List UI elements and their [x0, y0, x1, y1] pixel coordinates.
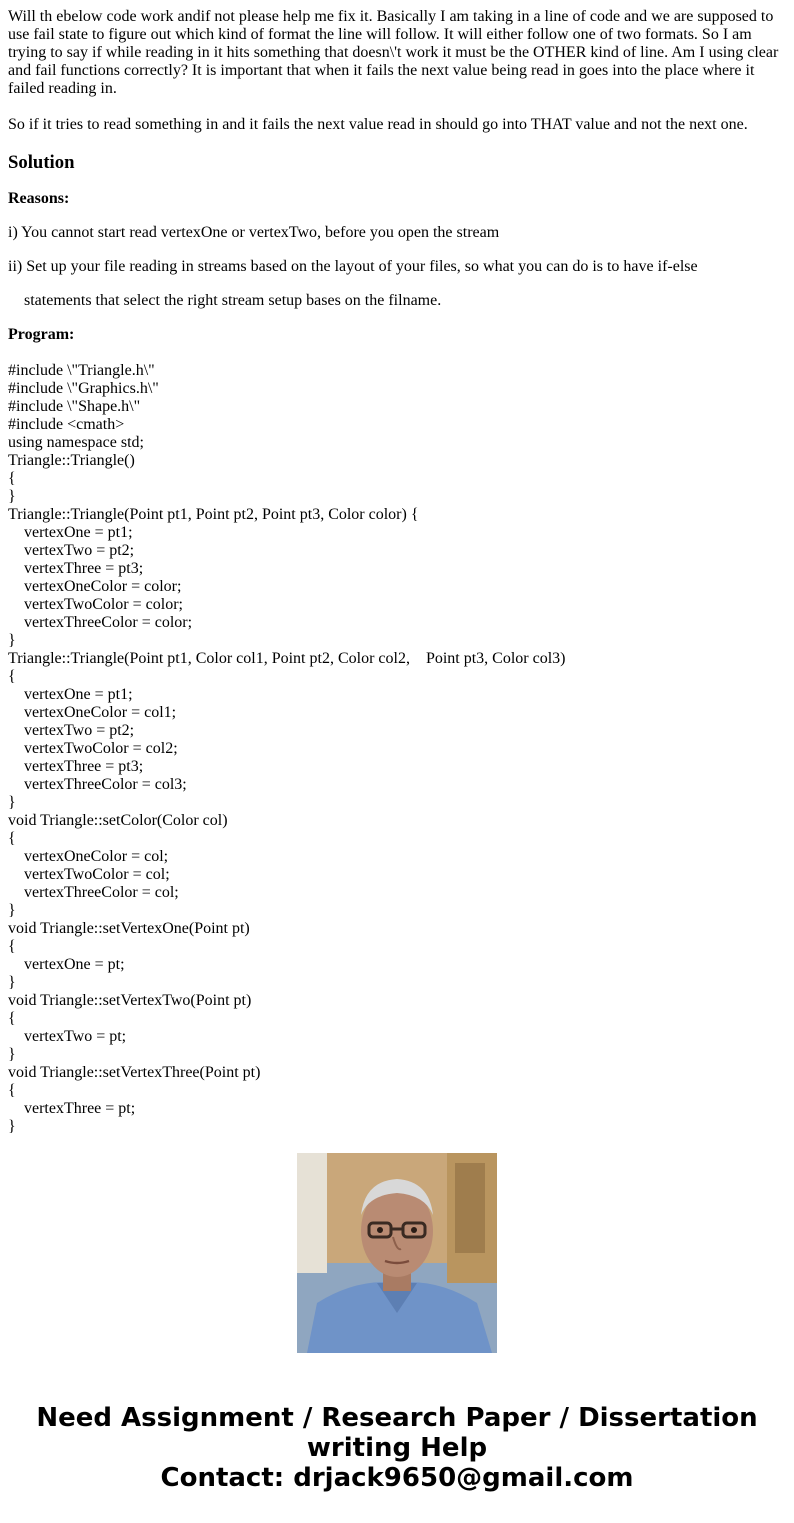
- document-body: [8, 8, 788, 360]
- code-line: #include \"Graphics.h\": [8, 380, 159, 397]
- question-paragraph-2: So if it tries to read something in and it fails the next value read in should go into THAT value and not the next one.: [8, 116, 748, 133]
- code-line: Triangle::Triangle(Point pt1, Point pt2, Point pt3, Color color) {: [8, 506, 419, 523]
- program-label: [8, 326, 788, 344]
- solution-heading: Solution: [8, 152, 75, 173]
- footer-banner: [0, 1403, 794, 1493]
- code-line: vertexTwoColor = col2;: [8, 740, 178, 757]
- code-line: void Triangle::setColor(Color col): [8, 812, 228, 829]
- code-line: }: [8, 794, 16, 811]
- reason-1: i) You cannot start read vertexOne or vertexTwo, before you open the stream: [8, 224, 500, 241]
- code-line: vertexOne = pt1;: [8, 686, 133, 703]
- code-line: }: [8, 1118, 16, 1135]
- question-text: [8, 8, 788, 134]
- code-line: vertexThree = pt3;: [8, 758, 144, 775]
- reason-2: ii) Set up your file reading in streams based on the layout of your files, so what you can do is to have if-else: [8, 258, 698, 275]
- code-line: void Triangle::setVertexTwo(Point pt): [8, 992, 252, 1009]
- code-line: }: [8, 488, 16, 505]
- code-line: using namespace std;: [8, 434, 144, 451]
- program-label-text: Program:: [8, 326, 75, 343]
- reasons-label: [8, 190, 788, 208]
- code-line: vertexThreeColor = col;: [8, 884, 179, 901]
- code-line: vertexOne = pt;: [8, 956, 125, 973]
- code-line: vertexOneColor = col1;: [8, 704, 177, 721]
- code-line: Triangle::Triangle(): [8, 452, 135, 469]
- code-line: #include <cmath>: [8, 416, 125, 433]
- code-line: #include \"Triangle.h\": [8, 362, 155, 379]
- footer-contact: Contact: drjack9650@gmail.com: [160, 1463, 634, 1493]
- code-line: vertexTwoColor = color;: [8, 596, 183, 613]
- author-portrait-image: [297, 1153, 497, 1353]
- code-line: {: [8, 668, 16, 685]
- code-line: vertexTwo = pt;: [8, 1028, 127, 1045]
- code-line: void Triangle::setVertexThree(Point pt): [8, 1064, 261, 1081]
- code-line: void Triangle::setVertexOne(Point pt): [8, 920, 250, 937]
- code-line: vertexThreeColor = col3;: [8, 776, 187, 793]
- code-line: {: [8, 938, 16, 955]
- reasons-label-text: Reasons:: [8, 190, 70, 207]
- code-line: Triangle::Triangle(Point pt1, Color col1, Point pt2, Color col2, Point pt3, Color col3): [8, 650, 566, 667]
- footer-line-2: writing Help: [306, 1433, 488, 1463]
- code-line: vertexTwo = pt2;: [8, 722, 135, 739]
- code-block: [8, 362, 788, 1135]
- code-line: vertexTwoColor = col;: [8, 866, 170, 883]
- code-line: }: [8, 632, 16, 649]
- code-line: }: [8, 902, 16, 919]
- code-line: vertexThree = pt;: [8, 1100, 136, 1117]
- code-line: vertexThreeColor = color;: [8, 614, 193, 631]
- code-line: {: [8, 1010, 16, 1027]
- footer-line-1: Need Assignment / Research Paper / Dissertation: [36, 1403, 758, 1433]
- code-line: }: [8, 1046, 16, 1063]
- code-line: vertexTwo = pt2;: [8, 542, 135, 559]
- question-paragraph-1: Will th ebelow code work andif not please help me fix it. Basically I am taking in a line of code and we are supposed to use fail state to figure out which kind of format the line will follow. It will either follow one of two formats. So I am trying to say if while reading in it hits something that doesn\'t work it must be the OTHER kind of line. Am I using clear and fail functions correctly? It is important that when it fails the next value being read in goes into the place where it failed reading in.: [8, 8, 779, 97]
- code-line: #include \"Shape.h\": [8, 398, 141, 415]
- code-line: {: [8, 470, 16, 487]
- code-line: vertexThree = pt3;: [8, 560, 144, 577]
- code-line: {: [8, 1082, 16, 1099]
- author-avatar: [297, 1153, 497, 1353]
- code-line: vertexOneColor = col;: [8, 848, 169, 865]
- code-line: vertexOne = pt1;: [8, 524, 133, 541]
- code-line: vertexOneColor = color;: [8, 578, 182, 595]
- code-line: }: [8, 974, 16, 991]
- code-line: {: [8, 830, 16, 847]
- reason-2-continuation: statements that select the right stream setup bases on the filname.: [24, 292, 442, 309]
